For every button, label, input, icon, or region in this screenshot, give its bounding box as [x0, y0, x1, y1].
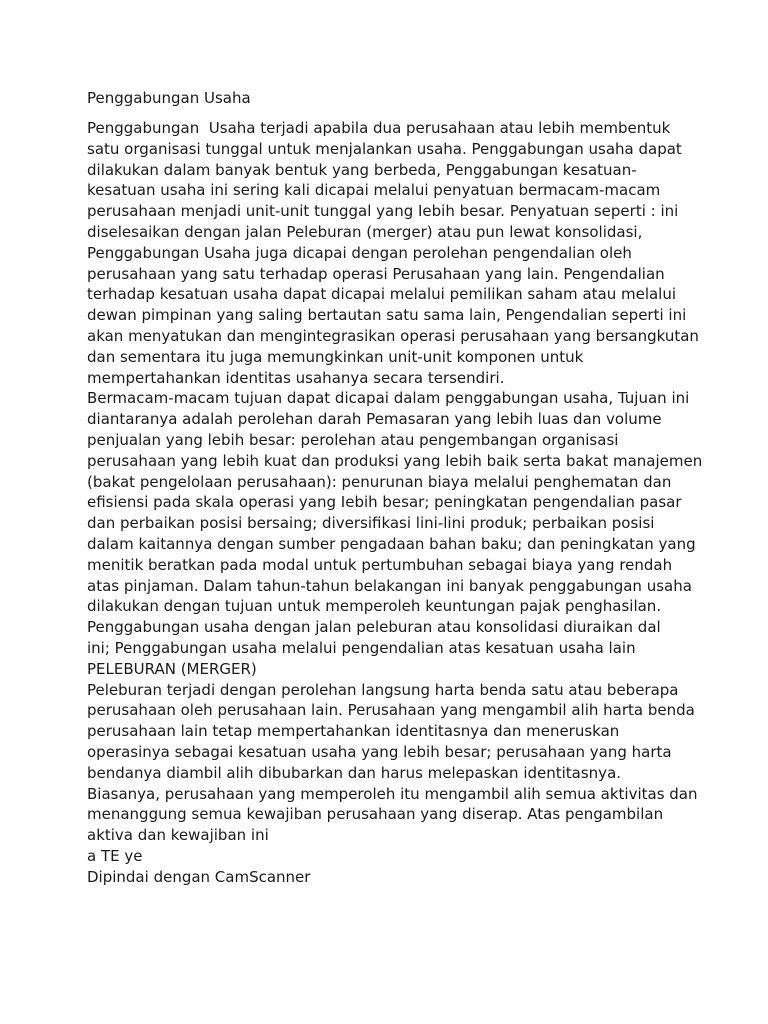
- text-line: a TE ye: [87, 846, 143, 865]
- text-line: satu organisasi tunggal untuk menjalankan usaha. Penggabungan usaha dapat: [87, 139, 682, 158]
- text-line: (bakat pengelolaan perusahaan): penurunan biaya melalui penghematan dan: [87, 472, 672, 491]
- text-line: Penggabungan usaha dengan jalan peleburan atau konsolidasi diuraikan dal: [87, 618, 661, 637]
- text-line: Penggabungan Usaha juga dicapai dengan perolehan pengendalian oleh: [87, 243, 632, 262]
- text-line: diselesaikan dengan jalan Peleburan (merger) atau pun lewat konsolidasi,: [87, 222, 643, 241]
- text-line: dan perbaikan posisi bersaing; diversifikasi lini-lini produk; perbaikan posisi: [87, 514, 655, 533]
- text-line: diantaranya adalah perolehan darah Pemasaran yang lebih luas dan volume: [87, 410, 662, 429]
- text-line: ini; Penggabungan usaha melalui pengendalian atas kesatuan usaha lain: [87, 638, 636, 657]
- document-title: Penggabungan Usaha: [87, 89, 251, 107]
- text-line: akan menyatukan dan mengintegrasikan operasi perusahaan yang bersangkutan: [87, 326, 699, 345]
- text-line: dilakukan dalam banyak bentuk yang berbeda, Penggabungan kesatuan-: [87, 160, 637, 179]
- text-line: Peleburan terjadi dengan perolehan langsung harta benda satu atau beberapa: [87, 680, 679, 699]
- text-line: mempertahankan identitas usahanya secara tersendiri.: [87, 368, 505, 387]
- text-line: dan sementara itu juga memungkinkan unit-unit komponen untuk: [87, 347, 584, 366]
- text-line: dewan pimpinan yang saling bertautan satu sama lain, Pengendalian seperti ini: [87, 306, 687, 325]
- text-line: atas pinjaman. Dalam tahun-tahun belakangan ini banyak penggabungan usaha: [87, 576, 692, 595]
- text-line: perusahaan yang satu terhadap operasi Perusahaan yang lain. Pengendalian: [87, 264, 665, 283]
- text-line: kesatuan usaha ini sering kali dicapai melalui penyatuan bermacam-macam: [87, 181, 661, 200]
- text-line: terhadap kesatuan usaha dapat dicapai melalui pemilikan saham atau melalui: [87, 285, 677, 304]
- text-line: efisiensi pada skala operasi yang Iebih besar; peningkatan pengendalian pasar: [87, 493, 682, 512]
- text-line: dilakukan dengan tujuan untuk memperoleh keuntungan pajak penghasilan.: [87, 597, 662, 616]
- text-line: Dipindai dengan CamScanner: [87, 867, 311, 886]
- text-line: perusahaan lain tetap mempertahankan identitasnya dan meneruskan: [87, 722, 620, 741]
- text-line: PELEBURAN (MERGER): [87, 659, 257, 678]
- text-line: menitik beratkan pada modal untuk pertumbuhan sebagai biaya yang rendah: [87, 555, 673, 574]
- text-line: Penggabungan Usaha terjadi apabila dua perusahaan atau lebih membentuk: [87, 119, 671, 137]
- text-line: perusahaan yang lebih kuat dan produksi yang lebih baik serta bakat manajemen: [87, 451, 703, 470]
- text-line: dalam kaitannya dengan sumber pengadaan bahan baku; dan peningkatan yang: [87, 534, 696, 553]
- text-line: Bermacam-macam tujuan dapat dicapai dalam penggabungan usaha, Tujuan ini: [87, 389, 690, 408]
- text-line: penjualan yang lebih besar: perolehan atau pengembangan organisasi: [87, 430, 619, 449]
- text-line: aktiva dan kewajiban ini: [87, 826, 269, 845]
- text-line: bendanya diambil alih dibubarkan dan harus melepaskan identitasnya.: [87, 763, 622, 782]
- text-line: menanggung semua kewajiban perusahaan yang diserap. Atas pengambilan: [87, 805, 664, 824]
- text-line: Biasanya, perusahaan yang memperoleh itu mengambil alih semua aktivitas dan: [87, 784, 698, 803]
- text-line: operasinya sebagai kesatuan usaha yang lebih besar; perusahaan yang harta: [87, 742, 672, 761]
- text-line: perusahaan menjadi unit-unit tunggal yang Iebih besar. Penyatuan seperti : ini: [87, 202, 679, 221]
- document-body: [87, 118, 703, 887]
- text-line: perusahaan oleh perusahaan lain. Perusahaan yang mengambil alih harta benda: [87, 701, 695, 720]
- document-text: [87, 88, 703, 887]
